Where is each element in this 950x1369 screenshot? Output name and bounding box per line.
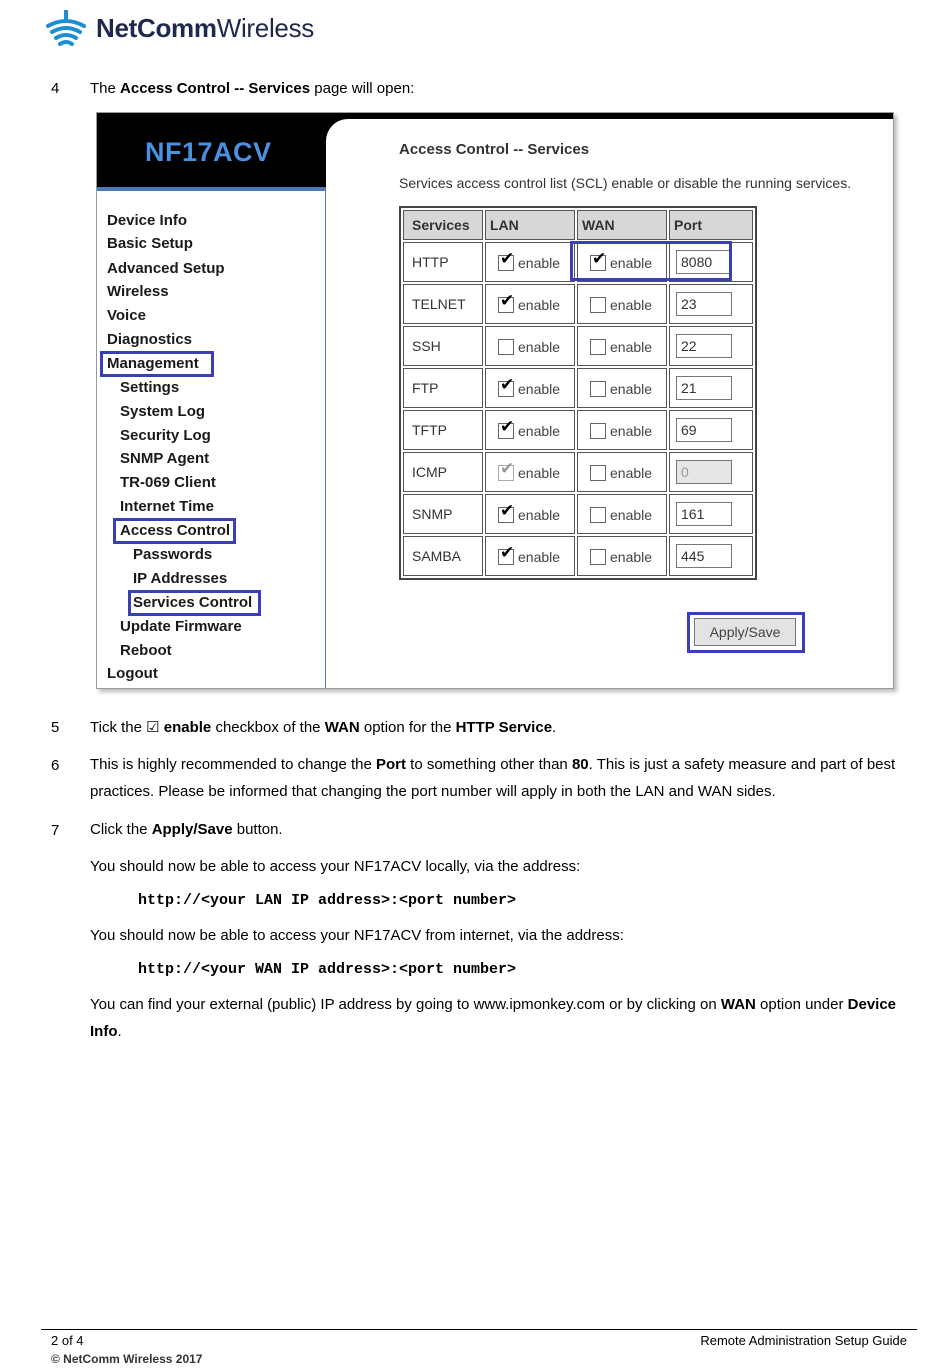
highlight-management bbox=[100, 351, 214, 377]
port-cell bbox=[669, 536, 753, 576]
table-row bbox=[403, 326, 753, 366]
nav-snmp-agent[interactable]: SNMP Agent bbox=[120, 450, 210, 467]
wan-enable-checkbox[interactable] bbox=[590, 507, 606, 523]
enable-label: enable bbox=[610, 422, 653, 439]
wan-cell bbox=[577, 536, 667, 576]
nav-device-info[interactable]: Device Info bbox=[107, 212, 188, 229]
wan-address-code: http://<your WAN IP address>:<port number> bbox=[138, 961, 517, 978]
wan-enable-checkbox[interactable] bbox=[590, 423, 606, 439]
nav-security-log[interactable]: Security Log bbox=[120, 427, 211, 444]
service-name: SNMP bbox=[403, 494, 483, 534]
wan-enable-checkbox[interactable] bbox=[590, 465, 606, 481]
router-screenshot bbox=[96, 112, 894, 689]
nav-basic-setup[interactable]: Basic Setup bbox=[107, 235, 193, 252]
step-number: 6 bbox=[51, 757, 60, 774]
logo-wordmark: NetCommWireless bbox=[96, 12, 314, 43]
document-title: Remote Administration Setup Guide bbox=[700, 1333, 907, 1348]
highlight-http-wan bbox=[570, 241, 732, 281]
netcomm-logo bbox=[44, 8, 314, 48]
enable-label: enable bbox=[518, 548, 561, 565]
nav-wireless[interactable]: Wireless bbox=[107, 283, 169, 300]
lan-enable-checkbox[interactable] bbox=[498, 423, 514, 439]
step-number: 7 bbox=[51, 822, 60, 839]
service-name: TELNET bbox=[403, 284, 483, 324]
wan-cell bbox=[577, 494, 667, 534]
top-bar bbox=[326, 113, 893, 119]
port-input[interactable]: 161 bbox=[676, 502, 732, 526]
nav-tr069-client[interactable]: TR-069 Client bbox=[120, 474, 216, 491]
model-name: NF17ACV bbox=[145, 137, 272, 167]
highlight-access-control bbox=[113, 518, 236, 544]
service-name: ICMP bbox=[403, 452, 483, 492]
step-4-text: The Access Control -- Services page will open: bbox=[90, 80, 415, 97]
port-input: 0 bbox=[676, 460, 732, 484]
lan-cell bbox=[485, 494, 575, 534]
table-row bbox=[403, 368, 753, 408]
wan-enable-checkbox[interactable] bbox=[590, 339, 606, 355]
step-7-text: Click the Apply/Save button. bbox=[90, 821, 283, 838]
page-title: Access Control -- Services bbox=[399, 141, 590, 158]
wan-enable-checkbox[interactable] bbox=[590, 297, 606, 313]
enable-label: enable bbox=[518, 254, 561, 271]
table-row bbox=[403, 494, 753, 534]
wan-cell bbox=[577, 326, 667, 366]
col-header-port: Port bbox=[669, 210, 753, 240]
lan-address-code: http://<your LAN IP address>:<port number> bbox=[138, 892, 517, 909]
table-header-row bbox=[403, 210, 753, 240]
step-6-text: This is highly recommended to change the Port to something other than 80. This is just a safety measure and part of best practices. Please be informed that changing the port number will apply in both the LAN and WAN sides. bbox=[90, 756, 896, 800]
port-input[interactable]: 22 bbox=[676, 334, 732, 358]
enable-label: enable bbox=[610, 254, 653, 271]
port-input[interactable]: 8080 bbox=[676, 250, 732, 274]
nav-voice[interactable]: Voice bbox=[107, 307, 146, 324]
port-input[interactable]: 21 bbox=[676, 376, 732, 400]
service-name: FTP bbox=[403, 368, 483, 408]
port-input[interactable]: 445 bbox=[676, 544, 732, 568]
nav-passwords[interactable]: Passwords bbox=[133, 546, 213, 563]
enable-label: enable bbox=[610, 506, 653, 523]
highlight-apply-save bbox=[687, 612, 805, 653]
step-number: 5 bbox=[51, 719, 60, 736]
lan-enable-checkbox[interactable] bbox=[498, 255, 514, 271]
table-row bbox=[403, 410, 753, 450]
wan-cell bbox=[577, 410, 667, 450]
nav-settings[interactable]: Settings bbox=[120, 379, 180, 396]
wan-cell bbox=[577, 368, 667, 408]
col-header-wan: WAN bbox=[577, 210, 667, 240]
lan-enable-checkbox bbox=[498, 465, 514, 481]
port-cell bbox=[669, 326, 753, 366]
port-cell bbox=[669, 368, 753, 408]
table-row bbox=[403, 284, 753, 324]
enable-label: enable bbox=[518, 380, 561, 397]
service-name: SAMBA bbox=[403, 536, 483, 576]
port-input[interactable]: 69 bbox=[676, 418, 732, 442]
table-row bbox=[403, 536, 753, 576]
lan-enable-checkbox[interactable] bbox=[498, 549, 514, 565]
lan-enable-checkbox[interactable] bbox=[498, 507, 514, 523]
enable-label: enable bbox=[610, 464, 653, 481]
service-name: TFTP bbox=[403, 410, 483, 450]
lan-enable-checkbox[interactable] bbox=[498, 381, 514, 397]
enable-label: enable bbox=[518, 506, 561, 523]
lan-cell bbox=[485, 410, 575, 450]
port-cell bbox=[669, 284, 753, 324]
enable-label: enable bbox=[518, 296, 561, 313]
lan-cell bbox=[485, 536, 575, 576]
lan-cell bbox=[485, 326, 575, 366]
external-ip-text: You can find your external (public) IP address by going to www.ipmonkey.com or by clicking on WAN option under Device Info. bbox=[90, 996, 897, 1040]
enable-label: enable bbox=[610, 296, 653, 313]
top-curve bbox=[326, 113, 356, 143]
nav-advanced-setup[interactable]: Advanced Setup bbox=[107, 260, 225, 277]
step-5-text: Tick the ☑ enable checkbox of the WAN option for the HTTP Service. bbox=[90, 719, 557, 736]
enable-label: enable bbox=[518, 464, 561, 481]
nav-update-firmware[interactable]: Update Firmware bbox=[120, 618, 242, 635]
col-header-lan: LAN bbox=[485, 210, 575, 240]
wan-enable-checkbox[interactable] bbox=[590, 381, 606, 397]
nav-logout[interactable]: Logout bbox=[107, 665, 158, 682]
highlight-services-control bbox=[128, 590, 261, 616]
step-number: 4 bbox=[51, 80, 60, 97]
col-header-services: Services bbox=[403, 210, 483, 240]
nav-internet-time[interactable]: Internet Time bbox=[120, 498, 214, 515]
enable-label: enable bbox=[610, 338, 653, 355]
nav-diagnostics[interactable]: Diagnostics bbox=[107, 331, 193, 348]
enable-label: enable bbox=[518, 422, 561, 439]
wifi-logo-icon bbox=[44, 8, 88, 48]
port-cell bbox=[669, 452, 753, 492]
copyright: © NetComm Wireless 2017 bbox=[51, 1352, 203, 1366]
lan-cell bbox=[485, 242, 575, 282]
lan-cell bbox=[485, 452, 575, 492]
enable-label: enable bbox=[610, 380, 653, 397]
footer-divider bbox=[41, 1329, 917, 1330]
lan-cell bbox=[485, 368, 575, 408]
service-name: HTTP bbox=[403, 242, 483, 282]
brand-panel bbox=[97, 113, 326, 187]
lan-cell bbox=[485, 284, 575, 324]
sidebar-divider bbox=[325, 187, 326, 689]
nav-system-log[interactable]: System Log bbox=[120, 403, 206, 420]
page-number: 2 of 4 bbox=[51, 1333, 84, 1348]
nav-ip-addresses[interactable]: IP Addresses bbox=[133, 570, 228, 587]
service-name: SSH bbox=[403, 326, 483, 366]
apply-save-button[interactable]: Apply/Save bbox=[694, 618, 796, 646]
table-row bbox=[403, 452, 753, 492]
lan-enable-checkbox[interactable] bbox=[498, 297, 514, 313]
port-cell bbox=[669, 494, 753, 534]
wan-cell bbox=[577, 452, 667, 492]
enable-label: enable bbox=[610, 548, 653, 565]
nav-management[interactable]: Management bbox=[107, 355, 199, 372]
page-description: Services access control list (SCL) enable or disable the running services. bbox=[399, 175, 852, 191]
brand-underline bbox=[97, 187, 326, 191]
enable-label: enable bbox=[518, 338, 561, 355]
port-input[interactable]: 23 bbox=[676, 292, 732, 316]
nav-services-control[interactable]: Services Control bbox=[133, 594, 253, 611]
local-access-text: You should now be able to access your NF17ACV locally, via the address: bbox=[90, 858, 581, 875]
port-cell bbox=[669, 410, 753, 450]
wan-enable-checkbox[interactable] bbox=[590, 549, 606, 565]
internet-access-text: You should now be able to access your NF17ACV from internet, via the address: bbox=[90, 927, 624, 944]
nav-reboot[interactable]: Reboot bbox=[120, 642, 172, 659]
nav-access-control[interactable]: Access Control bbox=[120, 522, 231, 539]
wan-cell bbox=[577, 284, 667, 324]
lan-enable-checkbox[interactable] bbox=[498, 339, 514, 355]
